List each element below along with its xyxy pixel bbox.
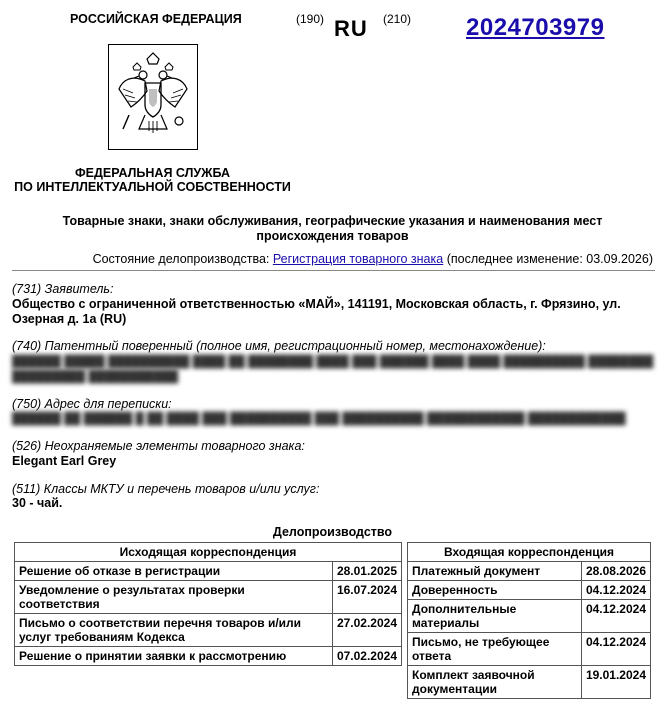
incoming-header: Входящая корреспонденция [408, 543, 651, 562]
document-category: Товарные знаки, знаки обслуживания, географические указания и наименования мест происхождения товаров [62, 214, 603, 243]
doc-name[interactable]: Письмо, не требующее ответа [408, 633, 582, 666]
attorney-label: (740) Патентный поверенный (полное имя, регистрационный номер, местонахождение): [12, 339, 546, 353]
doc-date: 28.01.2025 [332, 562, 401, 581]
code-210: (210) [383, 12, 412, 26]
country-name: РОССИЙСКАЯ ФЕДЕРАЦИЯ [70, 12, 242, 26]
doc-date: 04.12.2024 [581, 600, 650, 633]
doc-name[interactable]: Дополнительные материалы [408, 600, 582, 633]
doc-name[interactable]: Письмо о соответствии перечня товаров и/или услуг требованиям Кодекса [15, 614, 333, 647]
incoming-correspondence-table [407, 542, 651, 699]
proceedings-title: Делопроизводство [272, 525, 393, 539]
doc-date: 27.02.2024 [332, 614, 401, 647]
table-row[interactable] [408, 633, 651, 666]
address-value-redacted: ██████ ██ ██████ █ ██ ████ ███ ██████████ ███ ██████████ ████████████ ████████████ [12, 413, 626, 425]
doc-name[interactable]: Комплект заявочной документации [408, 666, 582, 699]
table-row[interactable] [15, 581, 402, 614]
doc-name[interactable]: Решение об отказе в регистрации [15, 562, 333, 581]
table-row[interactable] [15, 614, 402, 647]
unprotected-elements-label: (526) Неохраняемые элементы товарного знака: [12, 439, 305, 453]
status-suffix: (последнее изменение: 03.09.2026) [443, 252, 653, 266]
table-row[interactable] [408, 562, 651, 581]
attorney-value-redacted-2: █████████ ███████████ [12, 371, 179, 383]
registration-number-link[interactable]: 2024703979 [466, 14, 605, 41]
doc-date: 28.08.2026 [581, 562, 650, 581]
doc-date: 04.12.2024 [581, 633, 650, 666]
table-row[interactable] [15, 562, 402, 581]
doc-date: 04.12.2024 [581, 581, 650, 600]
table-row[interactable] [408, 581, 651, 600]
table-row[interactable] [408, 600, 651, 633]
doc-name[interactable]: Доверенность [408, 581, 582, 600]
table-row[interactable] [408, 666, 651, 699]
agency-name-line1: ФЕДЕРАЛЬНАЯ СЛУЖБА [74, 166, 231, 180]
classes-value: 30 - чай. [12, 496, 63, 510]
doc-name[interactable]: Платежный документ [408, 562, 582, 581]
applicant-value: Общество с ограниченной ответственностью «МАЙ», 141191, Московская область, г. Фрязино, ул. Озерная д. 1а (RU) [12, 297, 621, 326]
proceedings-status [20, 252, 653, 266]
russian-coat-of-arms-icon [108, 44, 198, 150]
attorney-value-redacted: ██████ █████ ██████████ ████ ██ ████████ ████ ███ ██████ ████ ████ ██████████ ████████ [12, 356, 654, 368]
doc-date: 19.01.2024 [581, 666, 650, 699]
table-row[interactable] [15, 647, 402, 666]
status-prefix: Состояние делопроизводства: [92, 252, 273, 266]
divider [12, 270, 655, 271]
doc-date: 16.07.2024 [332, 581, 401, 614]
country-code: RU [334, 16, 368, 41]
code-190: (190) [296, 12, 325, 26]
doc-name[interactable]: Уведомление о результатах проверки соответствия [15, 581, 333, 614]
doc-date: 07.02.2024 [332, 647, 401, 666]
unprotected-elements-value: Elegant Earl Grey [12, 454, 117, 468]
applicant-label: (731) Заявитель: [12, 282, 114, 296]
classes-label: (511) Классы МКТУ и перечень товаров и/или услуг: [12, 482, 320, 496]
doc-name[interactable]: Решение о принятии заявки к рассмотрению [15, 647, 333, 666]
outgoing-header: Исходящая корреспонденция [15, 543, 402, 562]
agency-name-line2: ПО ИНТЕЛЛЕКТУАЛЬНОЙ СОБСТВЕННОСТИ [14, 180, 291, 194]
outgoing-correspondence-table [14, 542, 402, 666]
address-label: (750) Адрес для переписки: [12, 397, 172, 411]
status-link[interactable]: Регистрация товарного знака [272, 252, 444, 266]
